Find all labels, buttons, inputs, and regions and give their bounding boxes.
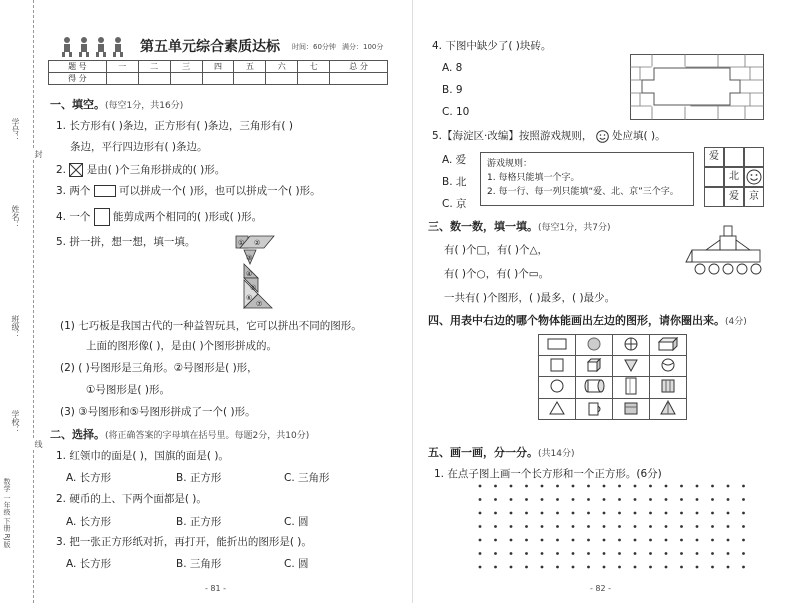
grid-dot — [525, 498, 528, 501]
object-cylinder[interactable] — [576, 377, 613, 399]
grid-cell: 爱 — [704, 147, 724, 167]
score-cell: 一 — [106, 61, 138, 73]
grid-dot — [603, 525, 606, 528]
object-cone[interactable] — [613, 356, 650, 377]
choice-1-option-a: A. 长方形 — [66, 472, 112, 484]
section-5-heading — [428, 444, 574, 460]
grid-dot — [479, 525, 482, 528]
grid-dot — [742, 525, 745, 528]
grid-dot — [587, 552, 590, 555]
grid-dot — [556, 512, 559, 515]
grid-dot — [649, 539, 652, 542]
grid-cell-smiley — [744, 167, 764, 187]
grid-dot — [634, 485, 637, 488]
tangram-label: ① — [238, 239, 245, 247]
rectangle-icon — [94, 185, 116, 197]
smiley-icon — [746, 169, 762, 185]
grid-dot — [556, 552, 559, 555]
grid-dot — [634, 525, 637, 528]
object-cup[interactable] — [576, 399, 613, 420]
page-number-right: - 82 - — [590, 584, 612, 593]
draw-task-1: 1. 在点子图上画一个长方形和一个正方形。(6分) — [434, 468, 662, 480]
grid-dot — [479, 552, 482, 555]
grid-dot — [494, 512, 497, 515]
grid-dot — [587, 539, 590, 542]
choice-2-option-c: C. 圆 — [284, 516, 309, 528]
score-cell: 三 — [170, 61, 202, 73]
r-q5 — [432, 128, 666, 143]
grid-dot — [525, 539, 528, 542]
r-q5-option-a: A. 爱 — [442, 154, 467, 166]
grid-dot — [649, 485, 652, 488]
tangram-label: ⑦ — [256, 300, 263, 308]
cut-line — [33, 0, 34, 603]
grid-dot — [711, 485, 714, 488]
tangram-label: ⑥ — [246, 294, 253, 302]
object-cube[interactable] — [650, 377, 687, 399]
grid-dot — [510, 512, 513, 515]
grid-dot — [727, 512, 730, 515]
grid-dot — [587, 498, 590, 501]
grid-dot — [634, 498, 637, 501]
grid-dot — [649, 525, 652, 528]
rules-item-2: 2. 每一行、每一列只能填“爱、北、京”三个字。 — [487, 187, 679, 197]
section-note: (每空1分，共7分) — [538, 223, 611, 233]
grid-dot — [587, 566, 590, 569]
grid-dot — [618, 539, 621, 542]
r-q5-text: 处应填( )。 — [612, 130, 666, 142]
grid-dot — [618, 512, 621, 515]
object-cube[interactable] — [576, 356, 613, 377]
q1-line-a: 1. 长方形有( )条边，正方形有( )条边，三角形有( ) — [56, 120, 293, 132]
grid-dot — [618, 525, 621, 528]
grid-dot — [541, 512, 544, 515]
grid-dot — [494, 485, 497, 488]
count-line-1: 有( )个□，有( )个△， — [444, 244, 549, 256]
q3-text: 可以拼成一个( )形，也可以拼成一个( )形。 — [119, 185, 321, 197]
grid-dot — [696, 566, 699, 569]
q5-sub2-a: (2) ( )号图形是三角形。②号图形是( )形， — [60, 362, 258, 374]
grid-dot — [572, 485, 575, 488]
grid-dot — [680, 512, 683, 515]
missing-bricks-gap — [642, 68, 740, 105]
grid-dot — [680, 539, 683, 542]
grid-dot — [696, 512, 699, 515]
grid-dot — [711, 512, 714, 515]
margin-label-name: 姓名： — [11, 205, 20, 229]
grid-dot — [665, 566, 668, 569]
choice-3-option-c: C. 圆 — [284, 558, 309, 570]
grid-dot — [665, 539, 668, 542]
choice-2-option-a: A. 长方形 — [66, 516, 112, 528]
object-ball[interactable] — [613, 335, 650, 356]
score-input-cell[interactable] — [234, 73, 266, 85]
table-row — [539, 377, 687, 399]
margin-label-school: 学校： — [11, 410, 20, 434]
grid-dot — [572, 566, 575, 569]
grid-dot — [634, 512, 637, 515]
grid-cell — [724, 147, 744, 167]
grid-dot — [603, 552, 606, 555]
table-row — [539, 399, 687, 420]
grid-dot — [618, 485, 621, 488]
section-title: 三、数一数，填一填。 — [428, 220, 538, 233]
grid-dot — [727, 498, 730, 501]
r-q5-option-c: C. 京 — [442, 198, 467, 210]
object-ball[interactable] — [576, 335, 613, 356]
grid-dot — [556, 566, 559, 569]
grid-dot — [618, 566, 621, 569]
score-cell: 二 — [138, 61, 170, 73]
object-ball[interactable] — [650, 356, 687, 377]
table-row — [539, 356, 687, 377]
crossed-square-icon — [69, 163, 83, 177]
grid-dot — [541, 498, 544, 501]
q5-sub1-b: 上面的图形像( )，是由( )个图形拼成的。 — [86, 340, 278, 352]
grid-dot — [727, 485, 730, 488]
grid-dot — [742, 512, 745, 515]
score-input-cell[interactable] — [170, 73, 202, 85]
q4-text: 能剪成两个相同的( )形或( )形。 — [113, 211, 263, 223]
full-score: 满分：100分 — [342, 43, 384, 51]
choice-2: 2. 硬币的上、下两个面都是( )。 — [56, 493, 207, 505]
q2-number: 2. — [56, 164, 67, 176]
section-title: 一、填空。 — [50, 98, 105, 111]
choice-2-option-b: B. 正方形 — [176, 516, 222, 528]
rules-title: 游戏规则： — [487, 159, 533, 169]
margin-mark-line: 线 — [34, 440, 43, 448]
page-fold — [412, 0, 413, 603]
score-table-score-row — [49, 73, 388, 85]
target-triangle — [539, 399, 576, 420]
score-input-cell[interactable] — [266, 73, 298, 85]
grid-dot — [696, 498, 699, 501]
grid-dot — [680, 566, 683, 569]
grid-dot — [525, 512, 528, 515]
grid-dot — [525, 525, 528, 528]
count-line-2: 有( )个○，有( )个▭。 — [444, 268, 550, 280]
score-cell: 总 分 — [330, 61, 388, 73]
score-input-cell[interactable] — [298, 73, 330, 85]
object-box[interactable] — [650, 335, 687, 356]
grid-dot — [572, 552, 575, 555]
score-table-header-row — [49, 61, 388, 73]
grid-dot — [665, 498, 668, 501]
q3-lead: 3. 两个 — [56, 185, 91, 197]
rules-item-1: 1. 每格只能填一个字。 — [487, 173, 580, 183]
score-table — [48, 60, 388, 85]
dot-grid-canvas[interactable] — [474, 482, 752, 570]
margin-label-class: 班级： — [11, 315, 20, 339]
grid-dot — [494, 552, 497, 555]
smiley-icon — [596, 130, 609, 143]
margin-mark-seal: 封 — [34, 150, 43, 158]
grid-dot — [541, 552, 544, 555]
grid-dot — [742, 498, 745, 501]
grid-dot — [665, 525, 668, 528]
section-2-heading — [50, 426, 309, 442]
grid-dot — [603, 498, 606, 501]
tangram-label: ③ — [246, 254, 253, 262]
grid-dot — [696, 552, 699, 555]
table-row — [539, 335, 687, 356]
score-cell: 七 — [298, 61, 330, 73]
grid-dot — [649, 566, 652, 569]
score-cell: 五 — [234, 61, 266, 73]
choice-3-option-a: A. 长方形 — [66, 558, 112, 570]
grid-dot — [711, 566, 714, 569]
sudoku-grid — [704, 147, 764, 207]
q2 — [56, 162, 225, 177]
choice-1-option-c: C. 三角形 — [284, 472, 330, 484]
grid-dot — [696, 539, 699, 542]
q4-lead: 4. 一个 — [56, 211, 91, 223]
page-number-left: - 81 - — [205, 584, 227, 593]
train-shapes-figure — [684, 222, 766, 280]
score-input-cell[interactable] — [138, 73, 170, 85]
r-q4-option-b: B. 9 — [442, 84, 463, 96]
grid-dot — [711, 552, 714, 555]
grid-dot — [649, 552, 652, 555]
grid-dot — [510, 525, 513, 528]
r-q4-option-c: C. 10 — [442, 106, 470, 118]
section-note: (每空1分，共16分) — [105, 101, 184, 111]
grid-dot — [680, 498, 683, 501]
time-limit: 时间：60分钟 — [292, 43, 336, 51]
grid-dot — [494, 539, 497, 542]
grid-dot — [711, 498, 714, 501]
grid-dot — [479, 512, 482, 515]
grid-dot — [742, 539, 745, 542]
choice-3: 3. 把一张正方形纸对折，再打开，能折出的图形是( )。 — [56, 536, 312, 548]
object-box[interactable] — [613, 399, 650, 420]
grid-dot — [634, 552, 637, 555]
grid-cell — [744, 147, 764, 167]
grid-dot — [711, 539, 714, 542]
grid-cell: 北 — [724, 167, 744, 187]
grid-dot — [680, 525, 683, 528]
grid-dot — [618, 552, 621, 555]
choice-1-option-b: B. 正方形 — [176, 472, 222, 484]
q5-sub3: (3) ③号图形和⑤号图形拼成了一个( )形。 — [60, 406, 256, 418]
q4 — [56, 208, 262, 226]
q2-text: 是由( )个三角形拼成的( )形。 — [86, 164, 226, 176]
grid-dot — [696, 525, 699, 528]
score-cell: 得 分 — [49, 73, 107, 85]
grid-dot — [572, 539, 575, 542]
section-3-heading — [428, 218, 610, 234]
grid-dot — [525, 552, 528, 555]
kids-logo-icon — [60, 36, 126, 58]
grid-dot — [696, 485, 699, 488]
grid-dot — [727, 539, 730, 542]
grid-dot — [603, 539, 606, 542]
grid-dot — [479, 566, 482, 569]
grid-dot — [510, 539, 513, 542]
section-title: 五、画一画，分一分。 — [428, 446, 538, 459]
grid-dot — [587, 512, 590, 515]
grid-dot — [572, 512, 575, 515]
grid-dot — [572, 498, 575, 501]
grid-dot — [665, 552, 668, 555]
tangram-figure — [234, 234, 280, 312]
q3 — [56, 183, 321, 198]
grid-dot — [665, 485, 668, 488]
score-input-cell[interactable] — [330, 73, 388, 85]
grid-dot — [587, 525, 590, 528]
grid-dot — [556, 498, 559, 501]
brick-wall-figure — [630, 54, 764, 120]
grid-dot — [649, 512, 652, 515]
grid-dot — [494, 525, 497, 528]
grid-cell: 京 — [744, 187, 764, 207]
grid-dot — [742, 485, 745, 488]
grid-dot — [727, 525, 730, 528]
grid-dot — [634, 539, 637, 542]
grid-dot — [494, 498, 497, 501]
q5-sub2-b: ①号图形是( )形。 — [86, 384, 170, 396]
grid-dot — [556, 525, 559, 528]
score-cell: 六 — [266, 61, 298, 73]
grid-dot — [556, 485, 559, 488]
grid-dot — [603, 566, 606, 569]
grid-dot — [680, 552, 683, 555]
section-title: 四、用表中右边的哪个物体能画出左边的图形，请你圈出来。 — [428, 314, 725, 327]
grid-dot — [742, 552, 745, 555]
choice-1: 1. 红领巾的面是( )，国旗的面是( )。 — [56, 450, 229, 462]
object-cuboid[interactable] — [613, 377, 650, 399]
score-input-cell[interactable] — [202, 73, 234, 85]
grid-dot — [665, 512, 668, 515]
grid-dot — [587, 485, 590, 488]
r-q5-lead: 5.【海淀区·改编】按照游戏规则， — [432, 130, 593, 142]
grid-dot — [711, 525, 714, 528]
grid-cell — [704, 187, 724, 207]
choice-3-option-b: B. 三角形 — [176, 558, 222, 570]
grid-dot — [603, 485, 606, 488]
grid-dot — [479, 498, 482, 501]
tangram-label: ② — [254, 239, 261, 247]
tangram-label: ⑤ — [250, 284, 257, 292]
grid-dot — [541, 539, 544, 542]
grid-dot — [649, 498, 652, 501]
page-title: 第五单元综合素质达标 — [140, 39, 280, 55]
binding-margin — [0, 0, 42, 603]
grid-dot — [510, 566, 513, 569]
book-tag: 数学 一年级 下册 RJ版 — [3, 478, 11, 548]
tangram-label: ④ — [246, 270, 253, 278]
grid-dot — [541, 525, 544, 528]
object-pyramid[interactable] — [650, 399, 687, 420]
grid-cell — [704, 167, 724, 187]
q1-line-b: 条边，平行四边形有( )条边。 — [70, 141, 208, 153]
grid-dot — [510, 552, 513, 555]
score-cell: 题 号 — [49, 61, 107, 73]
q5-sub1-a: (1) 七巧板是我国古代的一种益智玩具，它可以拼出不同的图形。 — [60, 320, 362, 332]
grid-dot — [541, 566, 544, 569]
grid-dot — [510, 498, 513, 501]
section-title: 二、选择。 — [50, 428, 105, 441]
grid-dot — [494, 566, 497, 569]
section-note: (将正确答案的字母填在括号里。每题2分，共10分) — [105, 431, 310, 441]
grid-dot — [727, 566, 730, 569]
section-4-heading — [428, 312, 747, 328]
grid-dot — [742, 566, 745, 569]
grid-dot — [634, 566, 637, 569]
grid-dot — [727, 552, 730, 555]
grid-cell: 爱 — [724, 187, 744, 207]
grid-dot — [525, 485, 528, 488]
game-rules-box — [480, 152, 694, 206]
r-q5-option-b: B. 北 — [442, 176, 467, 188]
grid-dot — [479, 539, 482, 542]
grid-dot — [525, 566, 528, 569]
grid-dot — [618, 498, 621, 501]
grid-dot — [556, 539, 559, 542]
grid-dot — [572, 525, 575, 528]
grid-dot — [603, 512, 606, 515]
grid-dot — [510, 485, 513, 488]
q5: 5. 拼一拼，想一想，填一填。 — [56, 236, 196, 248]
r-q4-option-a: A. 8 — [442, 62, 463, 74]
section-1-heading — [50, 96, 183, 112]
square-icon — [94, 208, 110, 226]
r-q4: 4. 下图中缺少了( )块砖。 — [432, 40, 552, 52]
score-input-cell[interactable] — [106, 73, 138, 85]
grid-dot — [680, 485, 683, 488]
target-rectangle — [539, 335, 576, 356]
shape-match-table — [538, 334, 687, 420]
grid-dot — [541, 485, 544, 488]
section-note: (共14分) — [538, 449, 575, 459]
count-line-3: 一共有( )个图形，( )最多，( )最少。 — [444, 292, 616, 304]
section-note: (4分) — [725, 317, 747, 327]
grid-dot — [479, 485, 482, 488]
score-cell: 四 — [202, 61, 234, 73]
margin-label-student-id: 学号： — [11, 118, 20, 142]
target-square — [539, 356, 576, 377]
target-circle — [539, 377, 576, 399]
